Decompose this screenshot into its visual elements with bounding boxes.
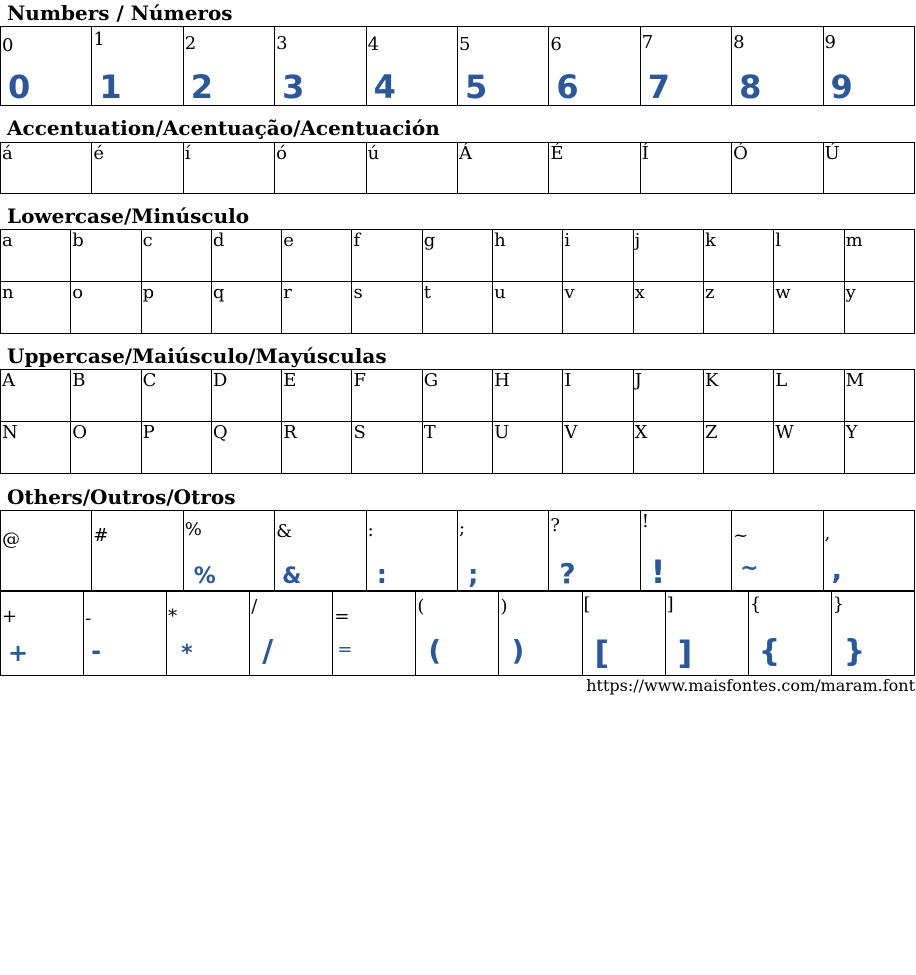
uppercase-letter: Z [704,422,718,443]
number-glyph: 5 [464,68,488,106]
lowercase-cell [141,282,211,334]
lowercase-cell [1,282,71,334]
lowercase-letter: q [212,282,225,303]
symbol-label: : [367,520,374,541]
uppercase-letter: D [212,370,228,391]
lowercase-letter: y [845,282,856,303]
uppercase-letter: X [634,422,648,443]
number-label: 3 [276,33,288,54]
lowercase-cell [844,282,914,334]
lowercase-cell [211,230,281,282]
lowercase-cell [422,230,492,282]
lowercase-cell [352,282,422,334]
uppercase-letter: C [142,370,157,391]
uppercase-cell [71,370,141,422]
uppercase-cell [282,422,352,474]
symbol-glyph: - [91,637,102,665]
uppercase-letter: K [704,370,719,391]
symbol-glyph: & [282,564,302,589]
symbol-cell [640,511,731,591]
numbers-heading: Numbers / Números [7,1,233,25]
number-glyph: 9 [830,68,853,106]
uppercase-cell [141,370,211,422]
accent-label: Ó [733,143,748,164]
lowercase-letter: a [2,230,13,251]
symbol-label: [ [583,594,591,615]
uppercase-table [0,369,915,474]
lowercase-letter: r [283,282,292,303]
accent-label: é [93,143,105,164]
symbol-cell [549,511,640,591]
symbol-cell [499,592,582,676]
number-cell [457,27,548,106]
symbol-label: { [749,594,762,615]
accent-cell [549,143,640,194]
others-heading: Others/Outros/Otros [7,485,236,509]
symbol-label: & [276,521,293,542]
uppercase-letter: B [72,370,86,391]
accent-cell [275,143,366,194]
symbol-label: } [832,594,845,615]
number-glyph: 3 [282,68,305,106]
lowercase-letter: n [2,282,14,303]
uppercase-cell [282,370,352,422]
symbol-glyph: { [758,634,781,669]
symbol-glyph: = [337,639,353,660]
uppercase-cell [703,370,773,422]
accent-cell [823,143,914,194]
accent-label: Ú [824,143,840,164]
lowercase-letter: b [72,230,84,251]
numbers-table [0,26,915,106]
number-label: 4 [367,34,380,55]
number-glyph: 0 [8,68,31,106]
accent-label: á [2,143,13,164]
uppercase-letter: I [564,370,572,391]
number-label: 9 [824,32,836,53]
lowercase-letter: i [564,230,571,251]
accent-cell [732,143,823,194]
uppercase-cell [844,422,914,474]
others-table-row2 [0,591,915,676]
symbol-cell [84,592,167,676]
uppercase-cell [703,422,773,474]
symbol-cell [823,511,914,591]
uppercase-heading: Uppercase/Maiúsculo/Mayúsculas [7,344,387,368]
number-glyph: 6 [556,68,579,106]
lowercase-cell [71,282,141,334]
number-glyph: 8 [739,68,762,106]
lowercase-letter: c [142,230,153,251]
symbol-label: % [184,519,202,540]
lowercase-letter: m [845,230,863,251]
symbol-cell [582,592,665,676]
lowercase-cell [703,282,773,334]
uppercase-letter: P [142,422,155,443]
lowercase-cell [282,230,352,282]
lowercase-cell [71,230,141,282]
uppercase-cell [1,370,71,422]
lowercase-letter: u [494,282,506,303]
source-url[interactable]: https://www.maisfontes.com/maram.font [586,676,915,695]
symbol-label: / [251,596,258,617]
lowercase-cell [563,230,633,282]
symbol-label: ] [666,594,674,615]
symbol-cell [275,511,366,591]
symbol-label: - [85,608,92,629]
number-glyph: 7 [647,68,670,106]
uppercase-letter: T [423,422,436,443]
lowercase-letter: l [775,230,782,251]
symbol-cell [665,592,748,676]
accent-cell [457,143,548,194]
symbol-label: + [2,606,18,627]
lowercase-letter: p [142,282,155,303]
number-label: 0 [2,35,14,56]
number-label: 2 [184,33,197,54]
uppercase-cell [633,422,703,474]
symbol-cell [831,592,914,676]
symbol-cell [457,511,548,591]
uppercase-cell [352,422,422,474]
uppercase-cell [633,370,703,422]
symbol-glyph: / [262,634,274,669]
uppercase-cell [493,370,563,422]
symbol-cell [167,592,250,676]
uppercase-cell [71,422,141,474]
uppercase-letter: R [283,422,297,443]
uppercase-letter: Q [212,422,228,443]
symbol-glyph: ? [559,557,576,590]
number-cell [732,27,823,106]
symbol-glyph: ~ [740,556,759,581]
uppercase-cell [774,422,844,474]
uppercase-letter: N [2,422,18,443]
number-cell [366,27,457,106]
uppercase-letter: G [423,370,439,391]
symbol-glyph: + [8,639,29,667]
number-glyph: 4 [373,68,396,106]
uppercase-letter: A [2,370,15,391]
number-label: 7 [641,32,654,53]
symbol-glyph: ) [511,634,525,667]
number-cell [92,27,183,106]
lowercase-letter: w [775,282,791,303]
accent-cell [183,143,274,194]
accent-label: ó [276,143,288,164]
lowercase-letter: o [72,282,84,303]
symbol-cell [1,511,92,591]
lowercase-cell [633,230,703,282]
lowercase-letter: k [704,230,716,251]
uppercase-letter: S [353,422,366,443]
symbol-glyph: * [181,641,193,666]
symbol-glyph: ! [650,553,666,591]
uppercase-letter: E [283,370,297,391]
lowercase-letter: z [704,282,715,303]
symbol-label: # [93,525,109,546]
symbol-label: , [824,523,831,544]
number-label: 8 [733,32,745,53]
number-glyph: 2 [190,68,214,106]
uppercase-letter: V [564,422,578,443]
symbol-glyph: } [843,634,866,669]
symbol-label: ~ [733,525,749,546]
accent-label: Í [641,143,649,164]
symbol-cell [1,592,84,676]
uppercase-cell [493,422,563,474]
accent-cell [1,143,92,194]
uppercase-cell [141,422,211,474]
lowercase-cell [563,282,633,334]
uppercase-cell [563,422,633,474]
uppercase-cell [563,370,633,422]
symbol-cell [732,511,823,591]
uppercase-letter: O [72,422,88,443]
number-cell [275,27,366,106]
accent-label: í [184,143,191,164]
accent-cell [92,143,183,194]
number-cell [640,27,731,106]
lowercase-heading: Lowercase/Minúsculo [7,204,250,228]
uppercase-cell [422,370,492,422]
lowercase-cell [211,282,281,334]
symbol-glyph: , [831,553,843,586]
uppercase-letter: W [775,422,794,443]
symbol-label: = [334,606,350,627]
number-label: 6 [550,34,562,55]
uppercase-cell [211,370,281,422]
accent-label: É [550,143,564,164]
lowercase-cell [422,282,492,334]
symbol-glyph: : [376,560,387,590]
lowercase-cell [703,230,773,282]
lowercase-letter: j [634,230,641,251]
number-cell [549,27,640,106]
uppercase-cell [422,422,492,474]
accentuation-heading: Accentuation/Acentuação/Acentuación [7,116,440,140]
symbol-label: ( [417,596,425,617]
uppercase-cell [1,422,71,474]
symbol-label: ) [500,596,508,617]
symbol-cell [748,592,831,676]
uppercase-letter: Y [845,422,858,443]
symbol-glyph: ; [467,560,479,590]
lowercase-cell [493,282,563,334]
symbol-cell [416,592,499,676]
lowercase-cell [282,282,352,334]
lowercase-letter: v [564,282,575,303]
uppercase-cell [844,370,914,422]
symbol-cell [183,511,274,591]
uppercase-letter: L [775,370,788,391]
others-table-row1 [0,510,915,591]
lowercase-letter: x [634,282,645,303]
uppercase-letter: F [353,370,366,391]
symbol-cell [333,592,416,676]
uppercase-letter: M [845,370,864,391]
uppercase-letter: U [494,422,510,443]
symbol-cell [366,511,457,591]
accent-label: ú [367,143,380,164]
lowercase-letter: f [353,230,361,251]
uppercase-cell [352,370,422,422]
lowercase-cell [141,230,211,282]
symbol-label: ! [641,511,649,532]
lowercase-letter: s [353,282,363,303]
accent-cell [640,143,731,194]
number-glyph: 1 [99,68,122,106]
lowercase-letter: g [423,230,436,251]
lowercase-cell [774,230,844,282]
lowercase-cell [633,282,703,334]
lowercase-cell [1,230,71,282]
accent-cell [366,143,457,194]
symbol-cell [250,592,333,676]
symbol-label: * [168,606,178,627]
lowercase-letter: d [212,230,225,251]
symbol-cell [92,511,183,591]
number-cell [823,27,914,106]
uppercase-letter: J [634,370,642,391]
lowercase-table [0,229,915,334]
symbol-glyph: ] [677,634,693,672]
number-label: 5 [458,34,471,55]
uppercase-cell [774,370,844,422]
number-cell [183,27,274,106]
lowercase-letter: e [283,230,294,251]
accent-label: Á [458,143,472,164]
symbol-label: ? [550,515,560,536]
lowercase-cell [352,230,422,282]
lowercase-letter: t [423,282,432,303]
lowercase-letter: h [494,230,506,251]
lowercase-cell [774,282,844,334]
symbol-glyph: % [193,564,216,589]
symbol-glyph: [ [594,634,610,672]
number-cell [1,27,92,106]
symbol-label: ; [458,518,466,539]
lowercase-cell [844,230,914,282]
uppercase-cell [211,422,281,474]
accentuation-table [0,142,915,194]
symbol-glyph: ( [428,634,442,667]
symbol-label: @ [2,529,20,550]
uppercase-letter: H [494,370,510,391]
number-label: 1 [93,29,105,50]
lowercase-cell [493,230,563,282]
